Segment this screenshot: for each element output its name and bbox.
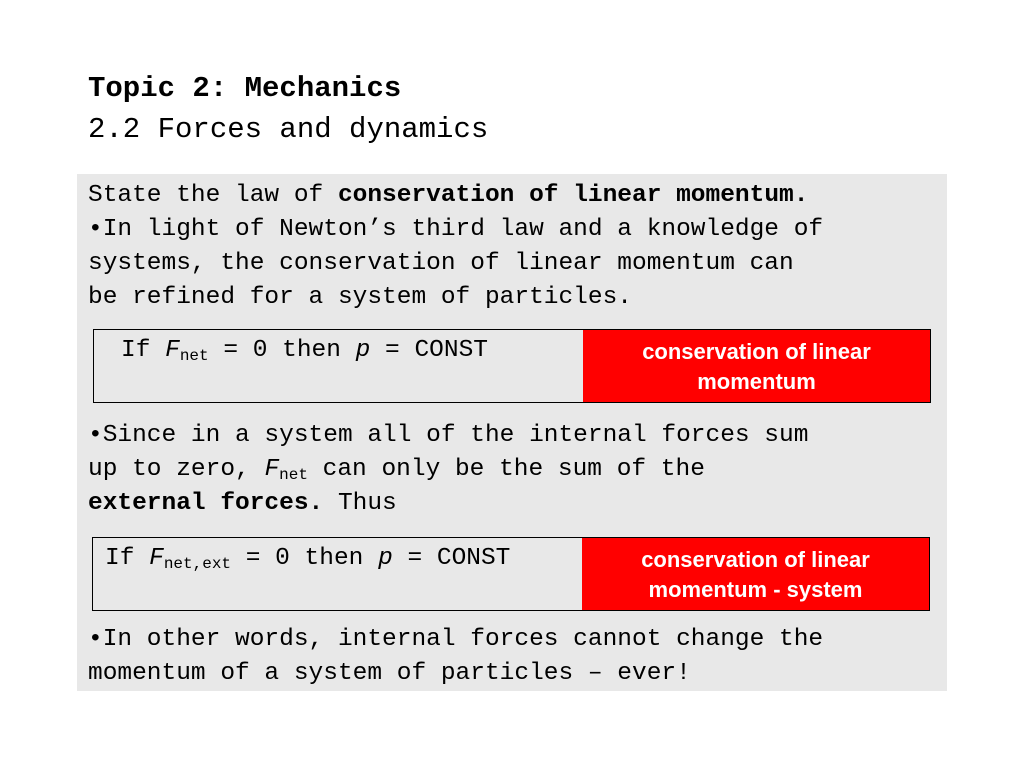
momentum-symbol: p xyxy=(378,545,393,572)
page-subtitle: 2.2 Forces and dynamics xyxy=(88,113,489,146)
law-tag-line1: conservation of linear xyxy=(642,339,871,364)
force-subscript: net xyxy=(279,466,308,484)
force-symbol: F xyxy=(264,456,280,483)
force-symbol: F xyxy=(149,545,164,572)
para2-line3: external forces. Thus xyxy=(88,490,397,517)
external-forces-keyword: external forces. xyxy=(88,490,324,517)
para2-line1: •Since in a system all of the internal forces sum xyxy=(88,422,809,449)
objective-statement xyxy=(88,179,808,213)
momentum-symbol: p xyxy=(355,337,371,364)
force-symbol: F xyxy=(165,337,180,364)
para1-line2: systems, the conservation of linear momentum can xyxy=(88,250,794,277)
para3-line2: momentum of a system of particles – ever! xyxy=(88,660,691,687)
para1-line1: •In light of Newton’s third law and a knowledge of xyxy=(88,216,824,243)
law-tag xyxy=(583,330,930,402)
formula-text: If $F_{net} = 0$ then p = CONST xyxy=(121,337,488,365)
force-subscript: net xyxy=(179,347,209,365)
para2-line2: up to zero, $F_{net}$ can only be the sum of the xyxy=(88,456,705,484)
para1-line3: be refined for a system of particles. xyxy=(88,284,632,311)
objective-keyword: conservation of linear momentum. xyxy=(337,182,809,209)
law-tag xyxy=(582,538,929,610)
law-tag-line1: conservation of linear xyxy=(641,547,870,572)
para3-line1: •In other words, internal forces cannot change the xyxy=(88,626,824,653)
law-tag-line2: momentum - system xyxy=(648,577,863,602)
law-tag-line2: momentum xyxy=(697,369,816,394)
page-title: Topic 2: Mechanics xyxy=(88,72,402,105)
formula-text: If $F_{net,ext} = 0$ then p = CONST xyxy=(105,545,511,573)
force-subscript: net,ext xyxy=(163,555,232,573)
formula-box-momentum-system xyxy=(92,537,930,611)
objective-prefix: State the law of xyxy=(88,182,338,209)
formula-box-momentum xyxy=(93,329,931,403)
